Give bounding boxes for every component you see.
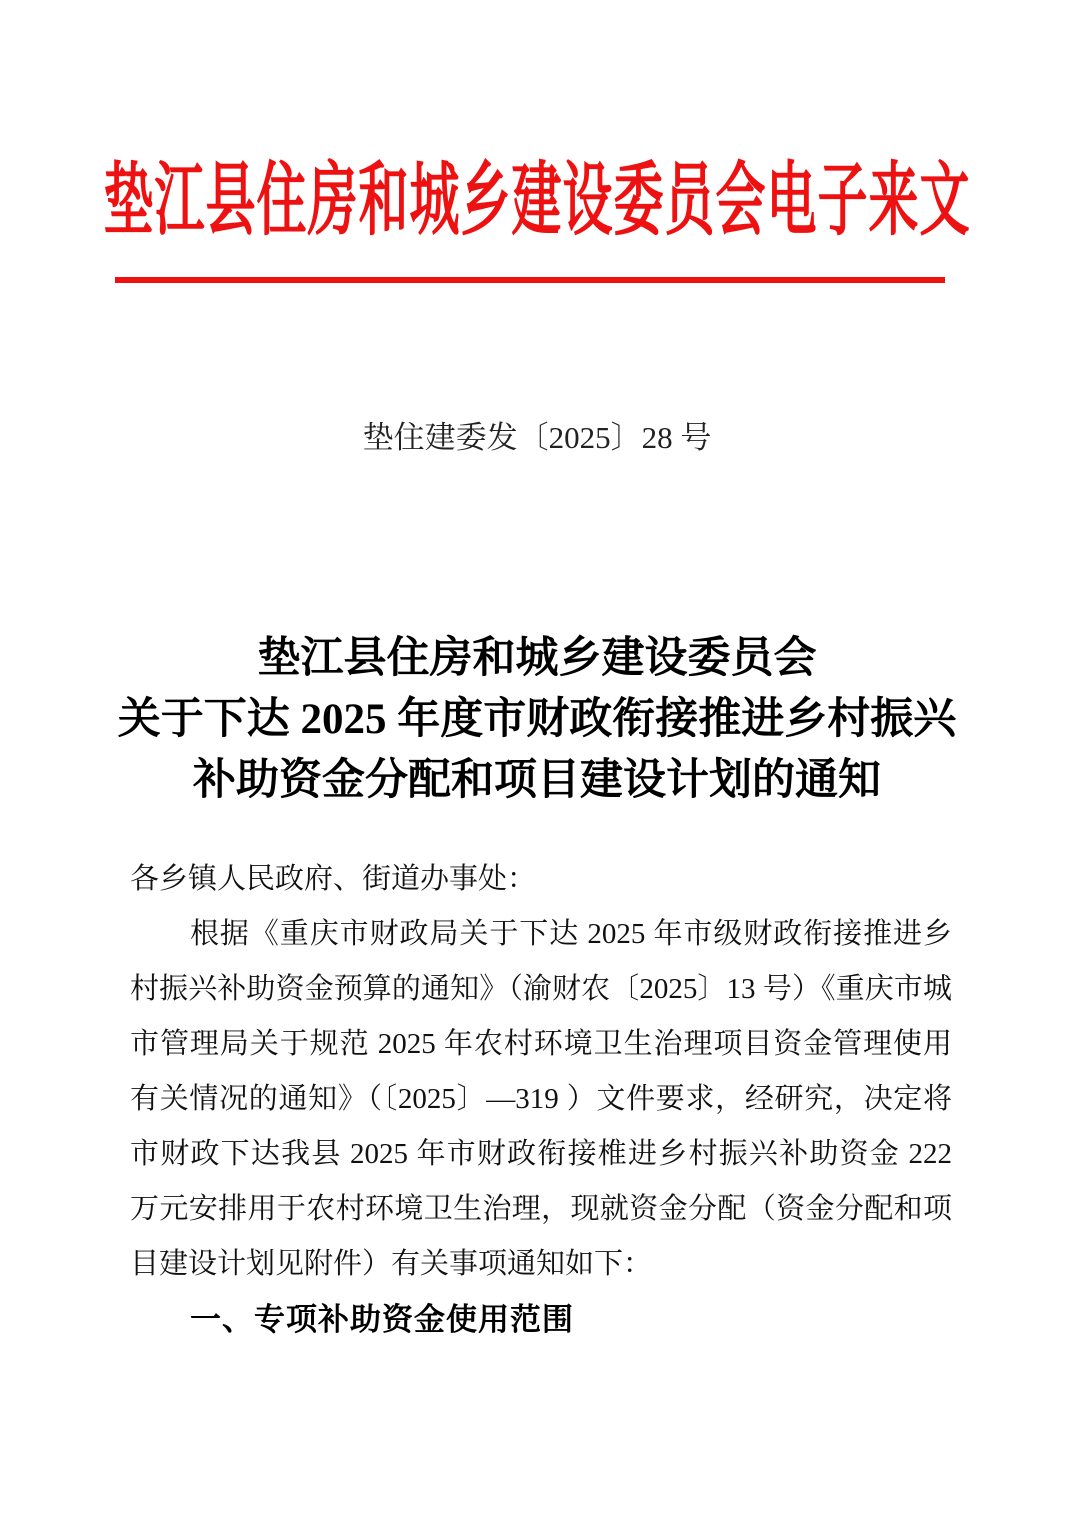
- body-paragraph-line: 村振兴补助资金预算的通知》（渝财农〔2025〕13 号）《重庆市城: [130, 973, 952, 1005]
- salutation-line: 各乡镇人民政府、街道办事处：: [130, 863, 537, 895]
- masthead-title: 垫江县住房和城乡建设委员会电子来文: [103, 155, 971, 245]
- body-paragraph-line: 万元安排用于农村环境卫生治理，现就资金分配（资金分配和项: [130, 1193, 952, 1225]
- document-title-line-2: 关于下达 2025 年度市财政衔接推进乡村振兴: [117, 696, 957, 743]
- section-heading: 一、专项补助资金使用范围: [190, 1302, 574, 1337]
- document-title: [0, 628, 1074, 811]
- body-paragraph-line: 市管理局关于规范 2025 年农村环境卫生治理项目资金管理使用: [130, 1028, 952, 1060]
- document-reference-number: 垫住建委发〔2025〕28 号: [362, 420, 712, 455]
- document-body: [130, 852, 952, 1347]
- body-paragraph-line: 市财政下达我县 2025 年市财政衔接椎进乡村振兴补助资金 222: [130, 1138, 952, 1170]
- document-title-line-1: 垫江县住房和城乡建设委员会: [257, 635, 817, 682]
- body-paragraph-line: 有关情况的通知》（〔2025〕—319 ）文件要求，经研究，决定将: [130, 1083, 952, 1115]
- body-paragraph-line: 根据《重庆市财政局关于下达 2025 年市级财政衔接推进乡: [190, 918, 952, 950]
- body-paragraph-line: 目建设计划见附件）有关事项通知如下：: [130, 1248, 653, 1280]
- document-title-line-3: 补助资金分配和项目建设计划的通知: [193, 757, 881, 804]
- masthead-divider-line: [115, 277, 945, 283]
